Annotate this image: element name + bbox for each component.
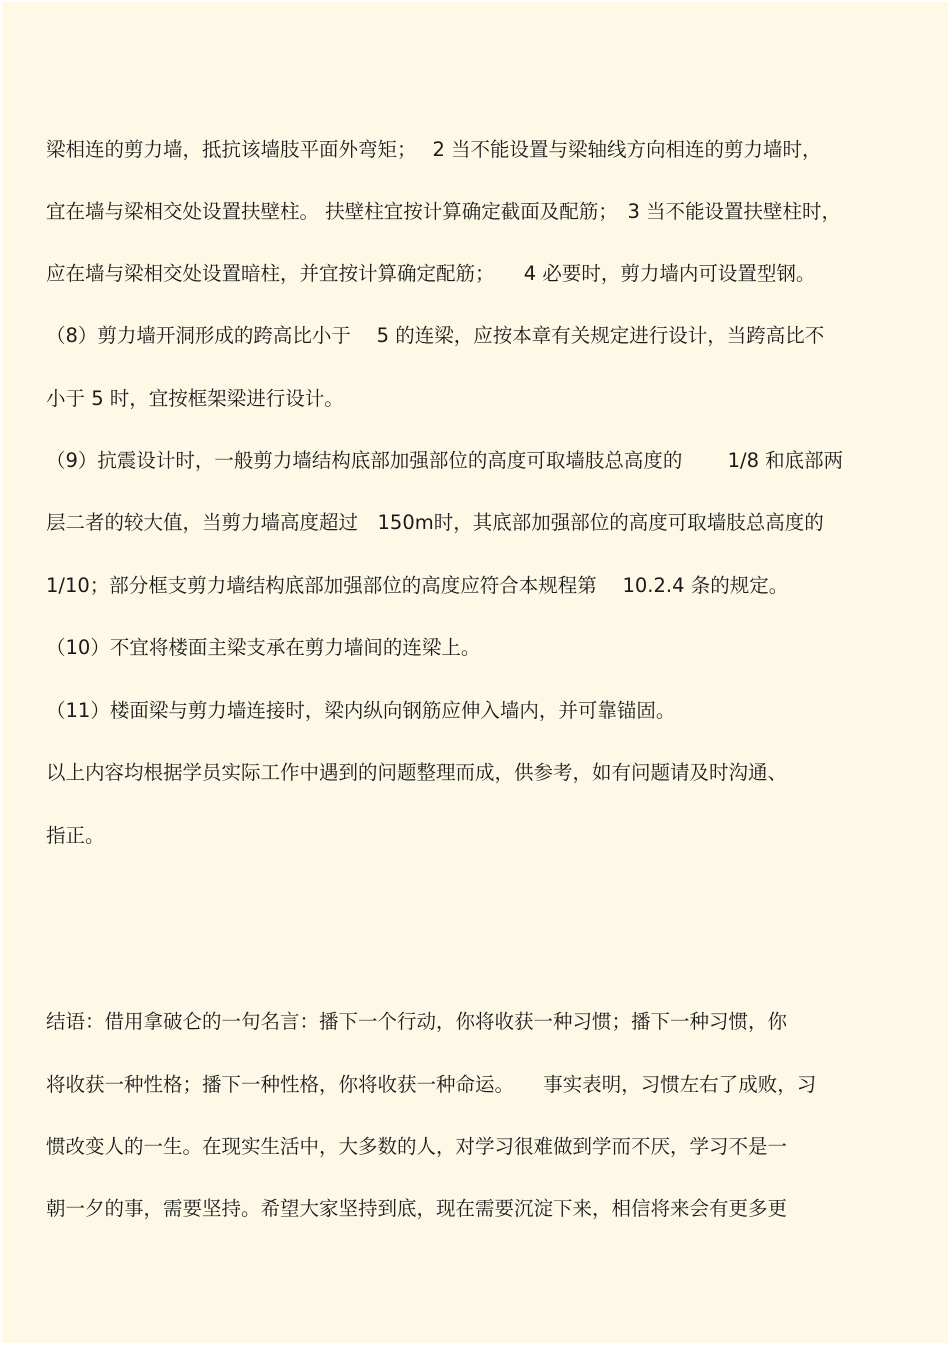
text-line-4: （8）剪力墙开洞形成的跨高比小于 5 的连梁，应按本章有关规定进行设计，当跨高比不 — [46, 324, 825, 347]
text-line-3: 应在墙与梁相交处设置暗柱，并宜按计算确定配筋； 4 必要时，剪力墙内可设置型钢。 — [46, 262, 816, 285]
text-line-10: （11）楼面梁与剪力墙连接时，梁内纵向钢筋应伸入墙内，并可靠锚固。 — [46, 699, 676, 722]
text-line-14: 将收获一种性格；播下一种性格，你将收获一种命运。 事实表明，习惯左右了成败，习 — [46, 1073, 817, 1096]
text-line-12: 指正。 — [46, 824, 105, 847]
text-line-16: 朝一夕的事，需要坚持。希望大家坚持到底，现在需要沉淀下来，相信将来会有更多更 — [46, 1197, 788, 1220]
text-line-5: 小于 5 时，宜按框架梁进行设计。 — [46, 387, 344, 410]
text-line-1: 梁相连的剪力墙，抵抗该墙肢平面外弯矩； 2 当不能设置与梁轴线方向相连的剪力墙时， — [46, 138, 822, 161]
text-line-8: 1/10；部分框支剪力墙结构底部加强部位的高度应符合本规程第 10.2.4 条的规定。 — [46, 574, 789, 597]
text-line-11: 以上内容均根据学员实际工作中遇到的问题整理而成，供参考，如有问题请及时沟通、 — [46, 761, 788, 784]
text-line-13: 结语：借用拿破仑的一句名言：播下一个行动，你将收获一种习惯；播下一种习惯，你 — [46, 1010, 788, 1033]
text-line-6: （9）抗震设计时，一般剪力墙结构底部加强部位的高度可取墙肢总高度的 1/8 和底部两 — [46, 449, 844, 472]
document-page — [2, 2, 948, 1343]
text-line-7: 层二者的较大值，当剪力墙高度超过 150m时，其底部加强部位的高度可取墙肢总高度的 — [46, 511, 824, 534]
text-line-2: 宜在墙与梁相交处设置扶壁柱。 扶壁柱宜按计算确定截面及配筋； 3 当不能设置扶壁柱时， — [46, 200, 842, 223]
text-line-9: （10）不宜将楼面主梁支承在剪力墙间的连梁上。 — [46, 636, 481, 659]
text-line-15: 惯改变人的一生。在现实生活中，大多数的人，对学习很难做到学而不厌，学习不是一 — [46, 1135, 788, 1158]
